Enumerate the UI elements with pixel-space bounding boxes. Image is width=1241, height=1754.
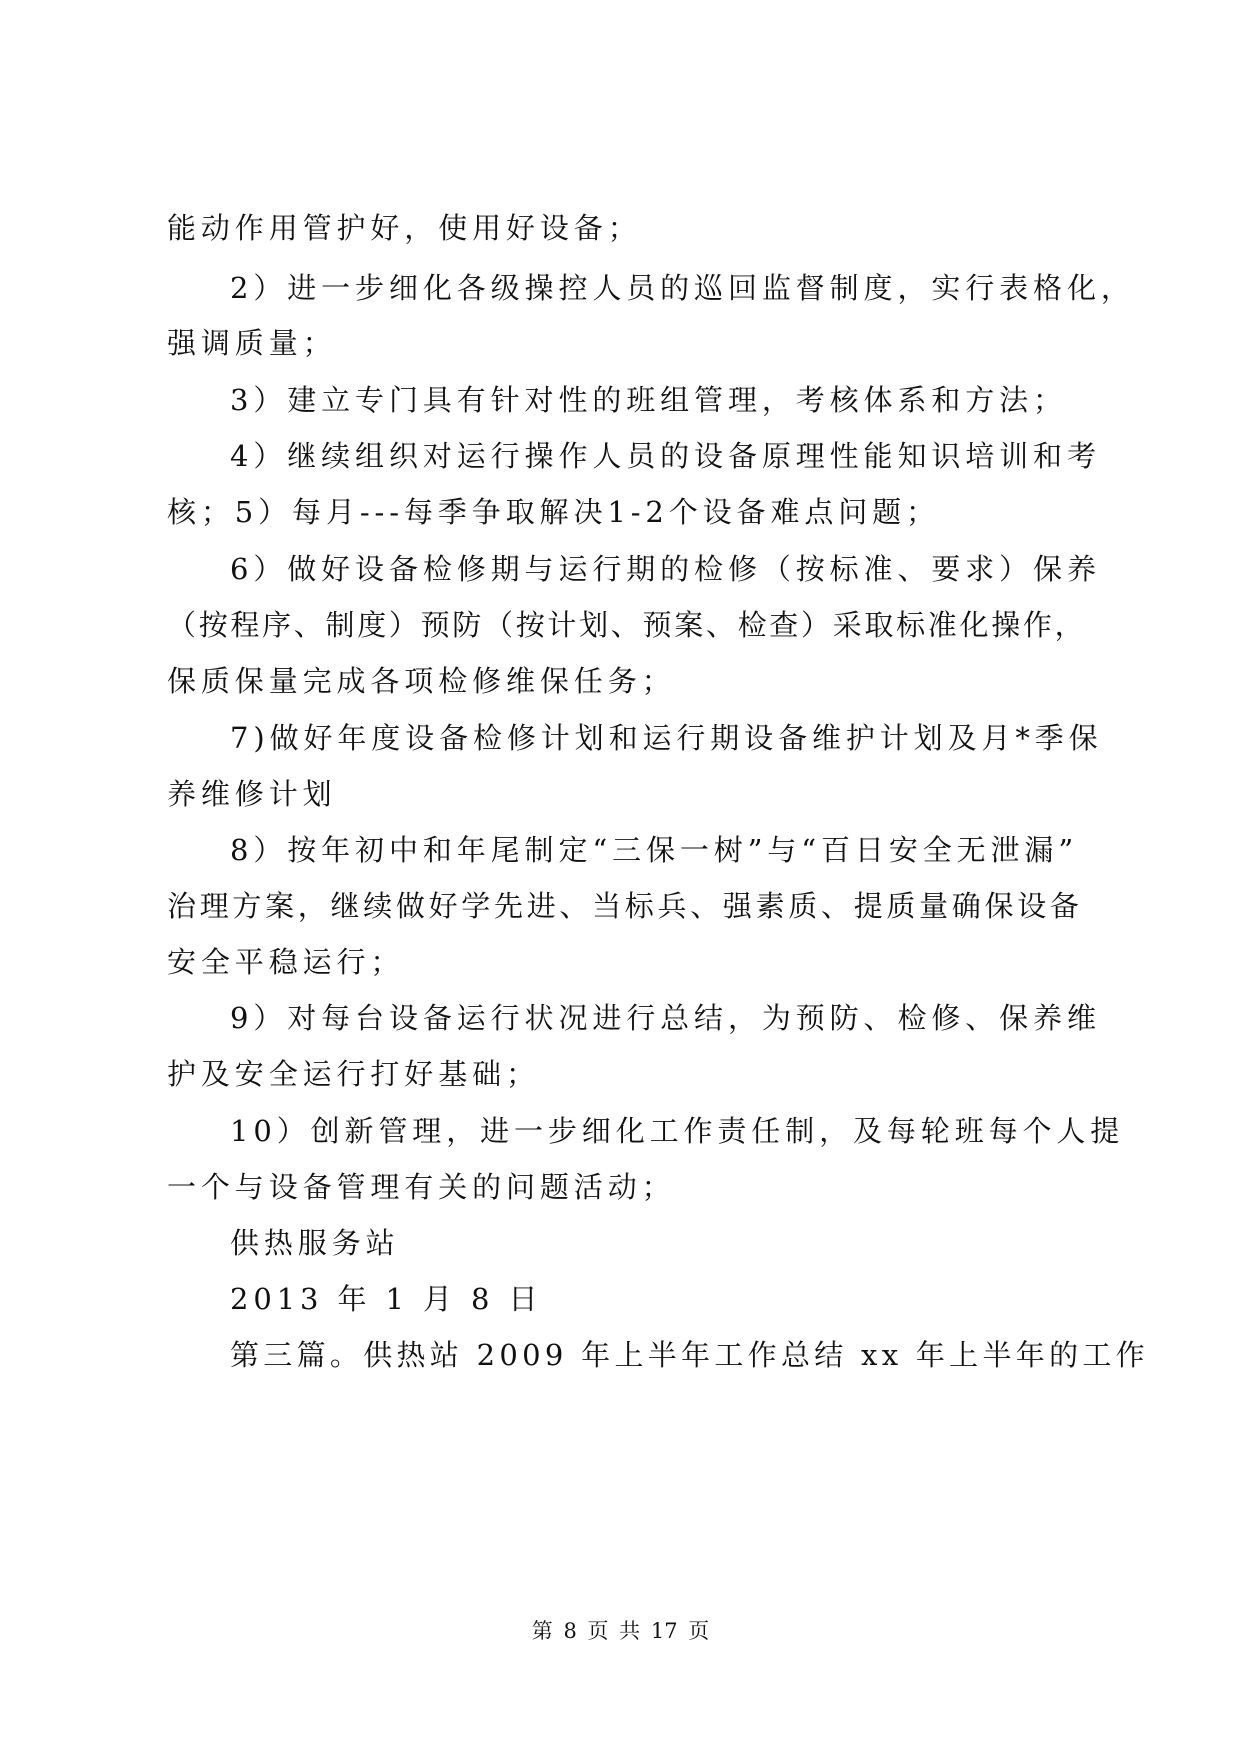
text-line: 3）建立专门具有针对性的班组管理，考核体系和方法； (230, 383, 1067, 417)
text-line: 9）对每台设备运行状况进行总结，为预防、检修、保养维 (230, 1001, 1101, 1035)
text-line: 一个与设备管理有关的问题活动； (167, 1170, 676, 1204)
text-line: 能动作用管护好，使用好设备； (167, 211, 642, 245)
text-line: （按程序、制度）预防（按计划、预案、检查）采取标准化操作， (167, 608, 1087, 642)
section-heading: 第三篇。供热站 2009 年上半年工作总结 xx 年上半年的工作 (230, 1338, 1149, 1372)
text-line: 核；5）每月---每季争取解决1-2个设备难点问题； (167, 495, 940, 529)
text-line: 治理方案，继续做好学先进、当标兵、强素质、提质量确保设备 (167, 889, 1083, 923)
text-line: 8）按年初中和年尾制定“三保一树”与“百日安全无泄漏” (230, 833, 1079, 867)
text-line: 2）进一步细化各级操控人员的巡回监督制度，实行表格化， (230, 271, 1135, 305)
text-line: 保质保量完成各项检修维保任务； (167, 664, 676, 698)
page-footer: 第 8 页 共 17 页 (531, 1619, 710, 1643)
text-line: 强调质量； (167, 326, 337, 360)
text-line: 护及安全运行打好基础； (167, 1057, 540, 1091)
text-line: 4）继续组织对运行操作人员的设备原理性能知识培训和考 (230, 439, 1101, 473)
signature-date: 2013 年 1 月 8 日 (230, 1282, 543, 1316)
text-line: 10）创新管理，进一步细化工作责任制，及每轮班每个人提 (230, 1114, 1125, 1148)
text-line: 6）做好设备检修期与运行期的检修（按标准、要求）保养 (230, 552, 1101, 586)
text-line: 养维修计划 (167, 777, 337, 811)
text-line: 7)做好年度设备检修计划和运行期设备维护计划及月*季保 (230, 721, 1103, 755)
text-line: 安全平稳运行； (167, 945, 405, 979)
signature-org: 供热服务站 (230, 1226, 400, 1260)
